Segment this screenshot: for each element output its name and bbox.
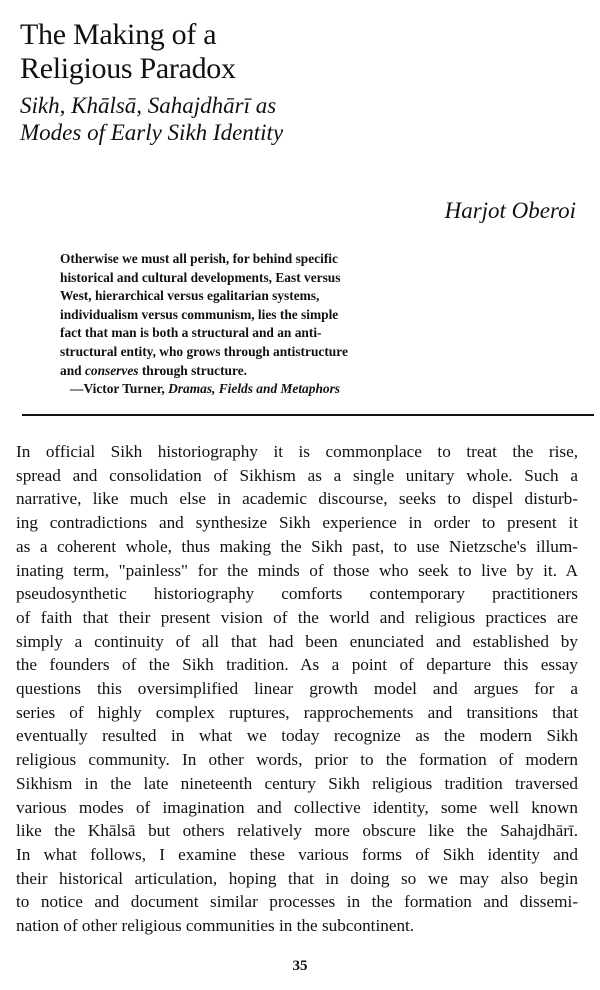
epigraph-line [60, 362, 400, 381]
section-divider [22, 414, 594, 416]
body-line: narrative, like much else in academic discourse, seeks to dispel disturb- [16, 489, 578, 509]
body-line: questions this oversimplified linear growth model and argues for a [16, 679, 578, 699]
body-line: pseudosynthetic historiography comforts contemporary practitioners [16, 584, 578, 604]
body-line: inating term, "painless" for the minds of those who seek to live by it. A [16, 560, 578, 580]
body-line: Sikhism in the late nineteenth century Sikh religious tradition traversed [16, 773, 578, 793]
page-number: 35 [292, 958, 308, 974]
body-line: the founders of the Sikh tradition. As a point of departure this essay [16, 655, 578, 675]
epigraph-line: historical and cultural developments, East versus [60, 269, 341, 285]
epigraph-attribution [60, 380, 400, 399]
attribution-author: —Victor Turner, [70, 381, 169, 397]
subtitle-line: Modes of Early Sikh Identity [20, 120, 284, 145]
body-line: as a coherent whole, thus making the Sikh past, to use Nietzsche's illum- [16, 536, 578, 556]
article-subtitle [20, 92, 283, 146]
body-line: various modes of imagination and collective identity, some well known [16, 797, 578, 817]
epigraph-line: West, hierarchical versus egalitarian systems, [60, 288, 320, 304]
body-line: series of highly complex ruptures, rapprochements and transitions that [16, 702, 578, 722]
body-line: In what follows, I examine these various forms of Sikh identity and [16, 844, 578, 864]
epigraph-line: individualism versus communism, lies the simple [60, 306, 339, 322]
body-line: spread and consolidation of Sikhism as a single unitary whole. Such a [16, 465, 578, 485]
body-line: eventually resulted in what we today recognize as the modern Sikh [16, 726, 578, 746]
body-line: of faith that their present vision of the world and religious practices are [16, 607, 578, 627]
body-line: In official Sikh historiography it is commonplace to treat the rise, [16, 442, 578, 461]
epigraph [60, 250, 400, 399]
epigraph-emphasis: conserves [84, 362, 139, 378]
body-line: ing contradictions and synthesize Sikh experience in order to present it [16, 513, 578, 533]
body-line: their historical articulation, hoping that in doing so we may also begin [16, 868, 578, 888]
epigraph-line: Otherwise we must all perish, for behind specific [60, 251, 338, 266]
epigraph-text: and [60, 362, 85, 378]
body-line: like the Khālsā but others relatively more obscure like the Sahajdhārī. [16, 821, 578, 841]
body-line: religious community. In other words, prior to the formation of modern [16, 750, 578, 770]
body-paragraph [16, 440, 578, 938]
body-line: to notice and document similar processes in the formation and dissemi- [16, 892, 578, 912]
article-title [20, 18, 236, 86]
attribution-work: Dramas, Fields and Metaphors [168, 381, 341, 397]
subtitle-line: Sikh, Khālsā, Sahajdhārī as [20, 93, 277, 118]
epigraph-line: structural entity, who grows through antistructure [60, 343, 348, 359]
epigraph-text: through structure. [138, 362, 247, 378]
title-line: The Making of a [20, 18, 217, 51]
title-line: Religious Paradox [20, 52, 236, 85]
epigraph-line: fact that man is both a structural and an anti- [60, 325, 322, 341]
body-line: nation of other religious communities in the subcontinent. [16, 916, 415, 936]
author-name: Harjot Oberoi [444, 198, 576, 223]
body-line: simply a continuity of all that had been enunciated and established by [16, 631, 578, 651]
